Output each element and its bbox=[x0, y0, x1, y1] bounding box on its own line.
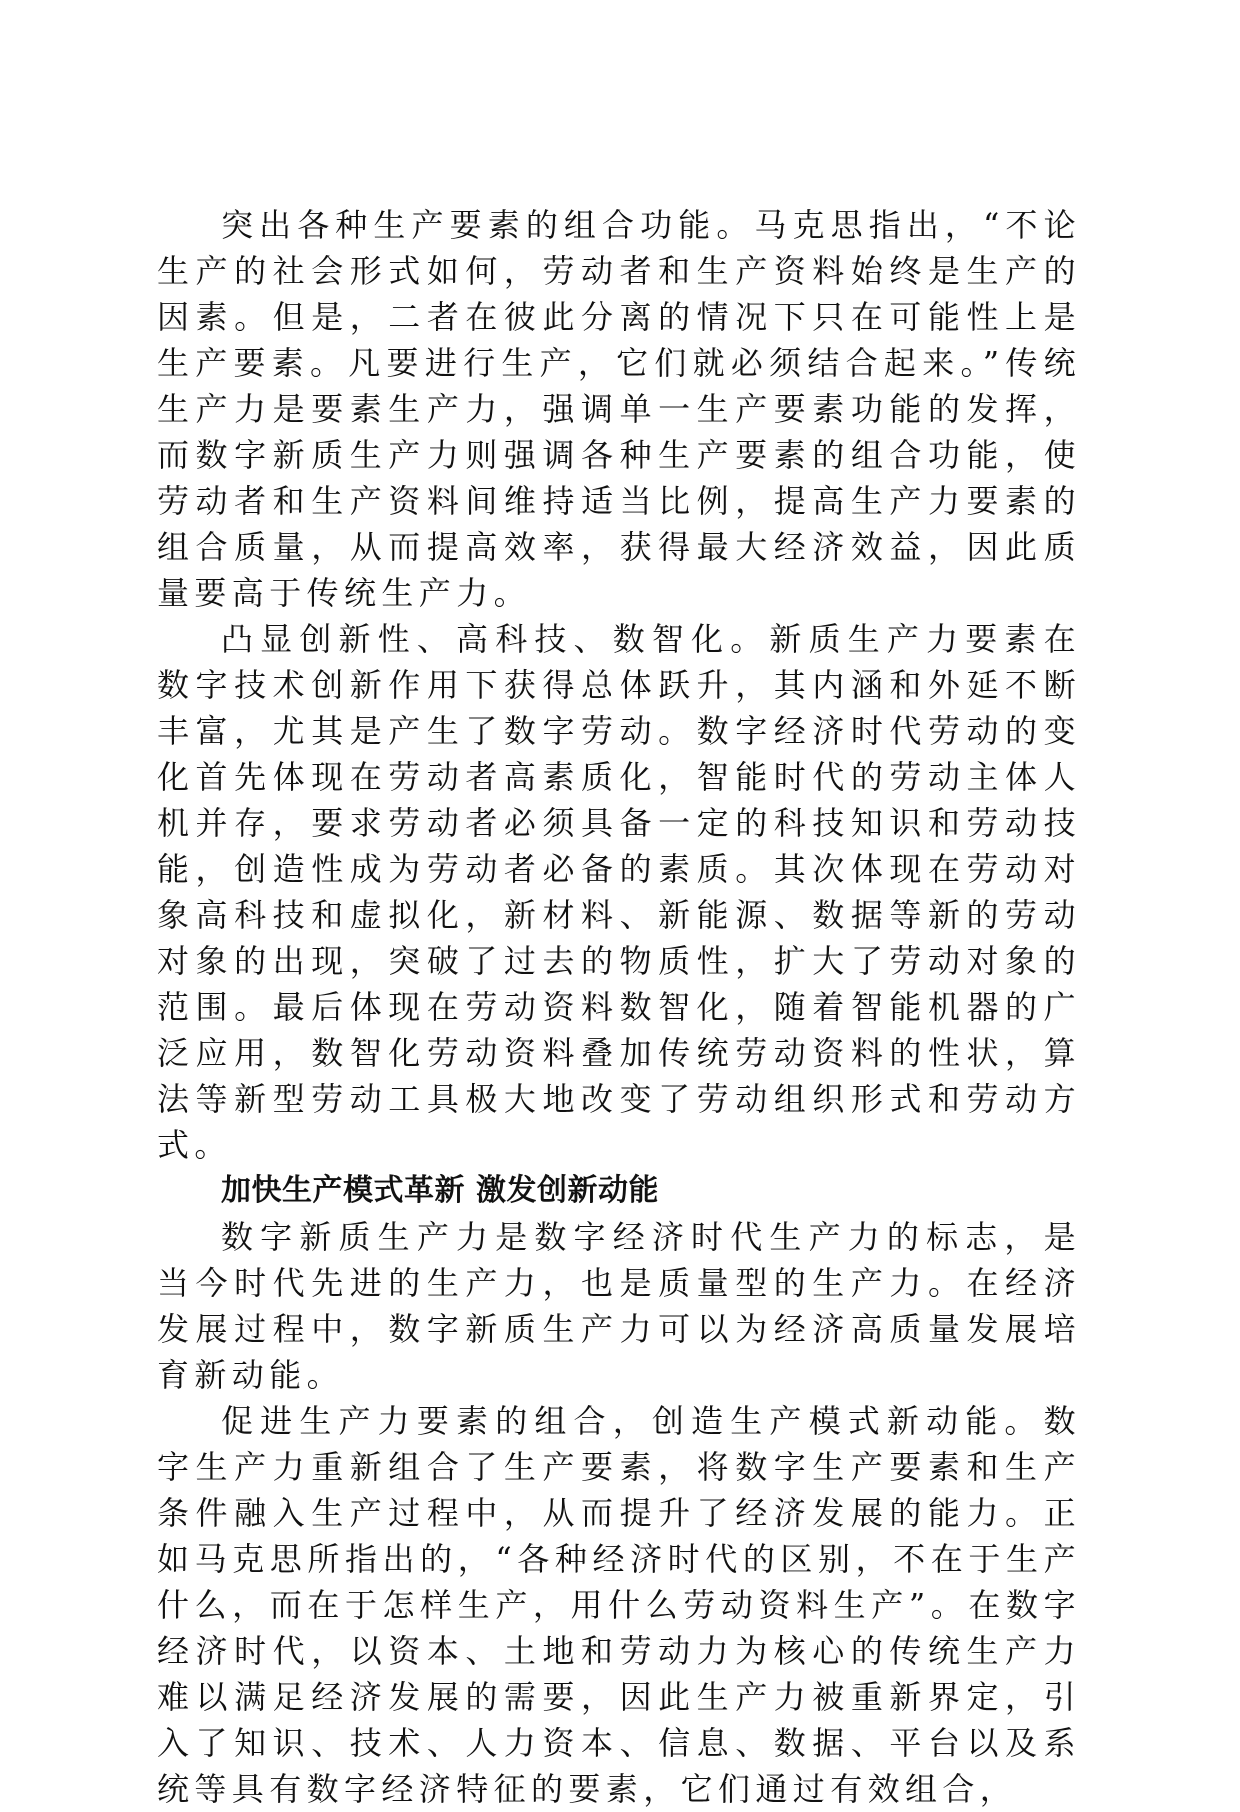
paragraph-new-quality-productivity: 数字新质生产力是数字经济时代生产力的标志，是当今时代先进的生产力，也是质量型的生产力。在经济发展过程中，数字新质生产力可以为经济高质量发展培育新动能。 bbox=[157, 1218, 1081, 1394]
section-heading: 加快生产模式革新 激发创新动能 bbox=[221, 1173, 659, 1208]
document-body bbox=[157, 202, 1081, 1812]
paragraph-innovation-digital: 凸显创新性、高科技、数智化。新质生产力要素在数字技术创新作用下获得总体跃升，其内涵和外延不断丰富，尤其是产生了数字劳动。数字经济时代劳动的变化首先体现在劳动者高素质化，智能时代的劳动主体人机并存，要求劳动者必须具备一定的科技知识和劳动技能，创造性成为劳动者必备的素质。其次体现在劳动对象高科技和虚拟化，新材料、新能源、数据等新的劳动对象的出现，突破了过去的物质性，扩大了劳动对象的范围。最后体现在劳动资料数智化，随着智能机器的广泛应用，数智化劳动资料叠加传统劳动资料的性状，算法等新型劳动工具极大地改变了劳动组织形式和劳动方式。 bbox=[157, 620, 1081, 1164]
paragraph-production-mode: 促进生产力要素的组合，创造生产模式新动能。数字生产力重新组合了生产要素，将数字生产要素和生产条件融入生产过程中，从而提升了经济发展的能力。正如马克思所指出的，“各种经济时代的区别，不在于生产什么，而在于怎样生产，用什么劳动资料生产”。在数字经济时代，以资本、土地和劳动力为核心的传统生产力难以满足经济发展的需要，因此生产力被重新界定，引入了知识、技术、人力资本、信息、数据、平台以及系统等具有数字经济特征的要素，它们通过有效组合， bbox=[157, 1402, 1081, 1808]
paragraph-factor-combination: 突出各种生产要素的组合功能。马克思指出，“不论生产的社会形式如何，劳动者和生产资料始终是生产的因素。但是，二者在彼此分离的情况下只在可能性上是生产要素。凡要进行生产，它们就必须结合起来。”传统生产力是要素生产力，强调单一生产要素功能的发挥，而数字新质生产力则强调各种生产要素的组合功能，使劳动者和生产资料间维持适当比例，提高生产力要素的组合质量，从而提高效率，获得最大经济效益，因此质量要高于传统生产力。 bbox=[157, 206, 1081, 612]
